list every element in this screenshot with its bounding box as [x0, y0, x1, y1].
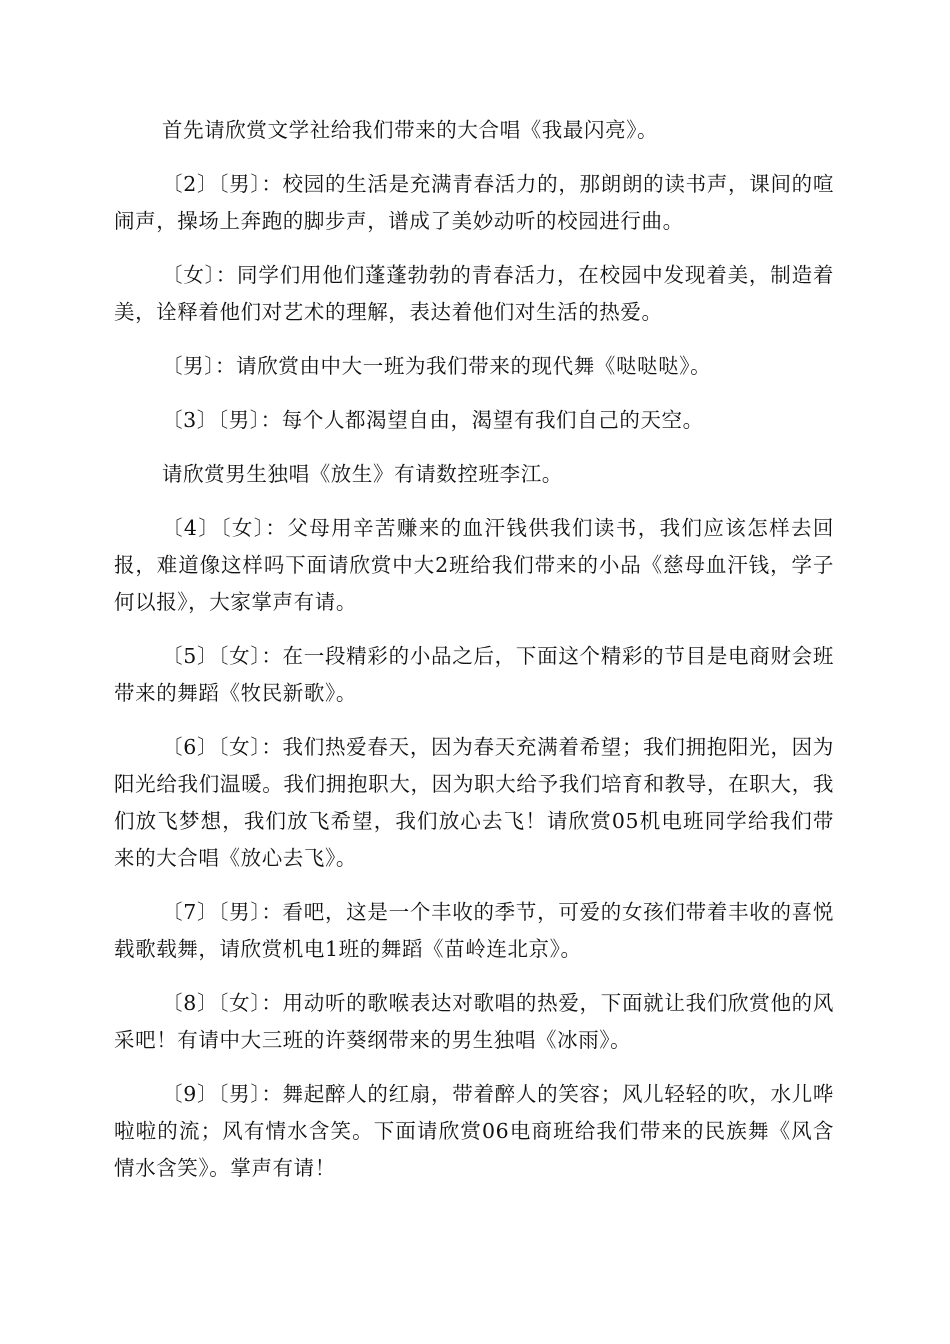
paragraph-1: 首先请欣赏文学社给我们带来的大合唱《我最闪亮》。 [162, 118, 659, 142]
paragraph-5: 〔3〕〔男〕：每个人都渴望自由，渴望有我们自己的天空。 [162, 408, 704, 432]
paragraph-3: 〔女〕：同学们用他们蓬蓬勃勃的青春活力，在校园中发现着美，制造着美，诠释着他们对艺术的理解，表达着他们对生活的热爱。 [114, 263, 834, 324]
paragraph-10: 〔7〕〔男〕：看吧，这是一个丰收的季节，可爱的女孩们带着丰收的喜悦载歌载舞，请欣赏机电1班的舞蹈《苗岭连北京》。 [114, 900, 834, 961]
paragraph-11: 〔8〕〔女〕：用动听的歌喉表达对歌唱的热爱，下面就让我们欣赏他的风采吧！有请中大三班的许葵纲带来的男生独唱《冰雨》。 [114, 991, 834, 1052]
paragraph-2: 〔2〕〔男〕：校园的生活是充满青春活力的，那朗朗的读书声，课间的喧闹声，操场上奔跑的脚步声，谱成了美妙动听的校园进行曲。 [114, 172, 834, 233]
paragraph-9: 〔6〕〔女〕：我们热爱春天，因为春天充满着希望；我们拥抱阳光，因为阳光给我们温暖。我们拥抱职大，因为职大给予我们培育和教导，在职大，我们放飞梦想，我们放飞希望，我们放心去飞！请欣赏05机电班同学给我们带来的大合唱《放心去飞》。 [114, 735, 834, 870]
paragraph-4: 〔男〕：请欣赏由中大一班为我们带来的现代舞《哒哒哒》。 [162, 354, 712, 378]
paragraph-7: 〔4〕〔女〕：父母用辛苦赚来的血汗钱供我们读书，我们应该怎样去回报，难道像这样吗下面请欣赏中大2班给我们带来的小品《慈母血汗钱，学子何以报》，大家掌声有请。 [114, 516, 834, 614]
paragraph-6: 请欣赏男生独唱《放生》有请数控班李江。 [162, 462, 563, 486]
paragraph-8: 〔5〕〔女〕：在一段精彩的小品之后，下面这个精彩的节目是电商财会班带来的舞蹈《牧民新歌》。 [114, 644, 834, 705]
paragraph-12: 〔9〕〔男〕：舞起醉人的红扇，带着醉人的笑容；风儿轻轻的吹，水儿哗啦啦的流；风有情水含笑。下面请欣赏06电商班给我们带来的民族舞《风含情水含笑》。掌声有请！ [114, 1082, 834, 1180]
document-body [114, 112, 834, 1204]
